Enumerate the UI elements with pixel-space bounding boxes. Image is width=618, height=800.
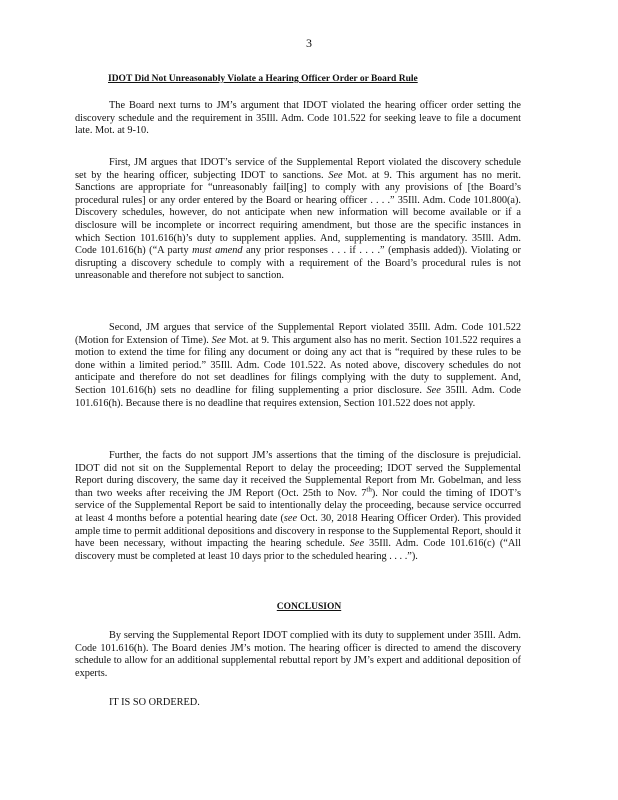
text-run: ). Nor could the timing of IDOT’s service of the Supplemental Report be said to intentionally delay the proceeding, because service occurred at least 4 months before a potential hearing date ( [75,487,522,524]
emphasis: must amend [192,245,243,257]
text-run: Mot. at 9. This argument also has no merit. Section 101.522 requires a motion to extend the time for filing any document or doing any act that is “required by these rules to be done within a limited period.” 35Ill. Adm. Code 101.522. As noted above, discovery schedules do not anticipate and therefore do not set deadlines for filings complying with the duty to supplement. And, Section 101.616(h) sets no deadline for filing supplementing a prior disclosure. [75,334,521,396]
conclusion-heading: CONCLUSION [276,602,342,612]
text-run: Oct. 30, 2018 Hearing Officer Order). This provided ample time to permit additional depositions and discovery in response to the Supplemental Report, should it have been necessary, without impacting the hearing schedule. [75,512,521,550]
page-number: 3 [306,36,312,50]
superscript: th [366,485,372,494]
citation-signal: see [283,512,298,524]
citation-signal: See [328,169,343,181]
text-run: First, JM argues that IDOT’s service of the Supplemental Report violated the discovery schedule set by the hearing officer, subjecting IDOT to sanctions. [75,157,521,181]
citation-signal: See [211,334,226,346]
text-run: Further, the facts do not support JM’s assertions that the timing of the disclosure is prejudicial. IDOT did not sit on the Supplemental Report to delay the proceeding; IDOT served the Supplemental Report during discovery, the same day it received the Supplemental Report from Mr. Gobelman, and less than two weeks after receiving the JM Report (Oct. 25th to Nov. 7 [75,450,521,499]
paragraph-facts [75,450,521,563]
paragraph-first-argument [75,157,521,283]
paragraph-conclusion: By serving the Supplemental Report IDOT complied with its duty to supplement under 35Ill. Adm. Code 101.616(h). The Board denies JM’s motion. The hearing officer is directed to amend the discovery schedule to allow for an additional supplemental rebuttal report by JM’s expert and additional deposition of experts. [75,630,521,679]
paragraph-second-argument [75,322,521,410]
text-run: any prior responses . . . if . . . .” (emphasis added)). Violating or disrupting a discovery schedule to comply with a requirement of the Board’s procedural rules is not unreasonable and therefore not subject to sanction. [75,245,521,282]
paragraph-intro: The Board next turns to JM’s argument that IDOT violated the hearing officer order setting the discovery schedule and the requirement in 35Ill. Adm. Code 101.522 for seeking leave to file a document late. Mot. at 9-10. [75,100,521,137]
text-run: Mot. at 9. This argument has no merit. Sanctions are appropriate for “unreasonably fail[ing] to comply with any provisions of [the Board’s procedural rules] or any order entered by the Board or hearing officer . . . .” 35Ill. Adm. Code 101.800(a). Discovery schedules, however, do not anticipate when new information will become available or if a disclosure will be incomplete or incorrect requiring amendment, but those are the specific instances in which Section 101.616(h)’s duty to supplement applies. And, supplementing is mandatory. 35Ill. Adm. Code 101.616(h) (“A party [75,169,521,257]
closing-order: IT IS SO ORDERED. [109,697,200,708]
text-run: 35Ill. Adm. Code 101.616(c) (“All discovery must be completed at least 10 days prior to the scheduled hearing . . . .”). [75,538,522,562]
section-heading: IDOT Did Not Unreasonably Violate a Hearing Officer Order or Board Rule [108,74,418,84]
citation-signal: See [426,384,441,396]
text-run: 35Ill. Adm. Code 101.616(h). Because there is no deadline that requires extension, Section 101.522 does not apply. [75,384,521,409]
text-run: Second, JM argues that service of the Supplemental Report violated 35Ill. Adm. Code 101.522 (Motion for Extension of Time). [75,322,521,346]
citation-signal: See [349,538,365,550]
